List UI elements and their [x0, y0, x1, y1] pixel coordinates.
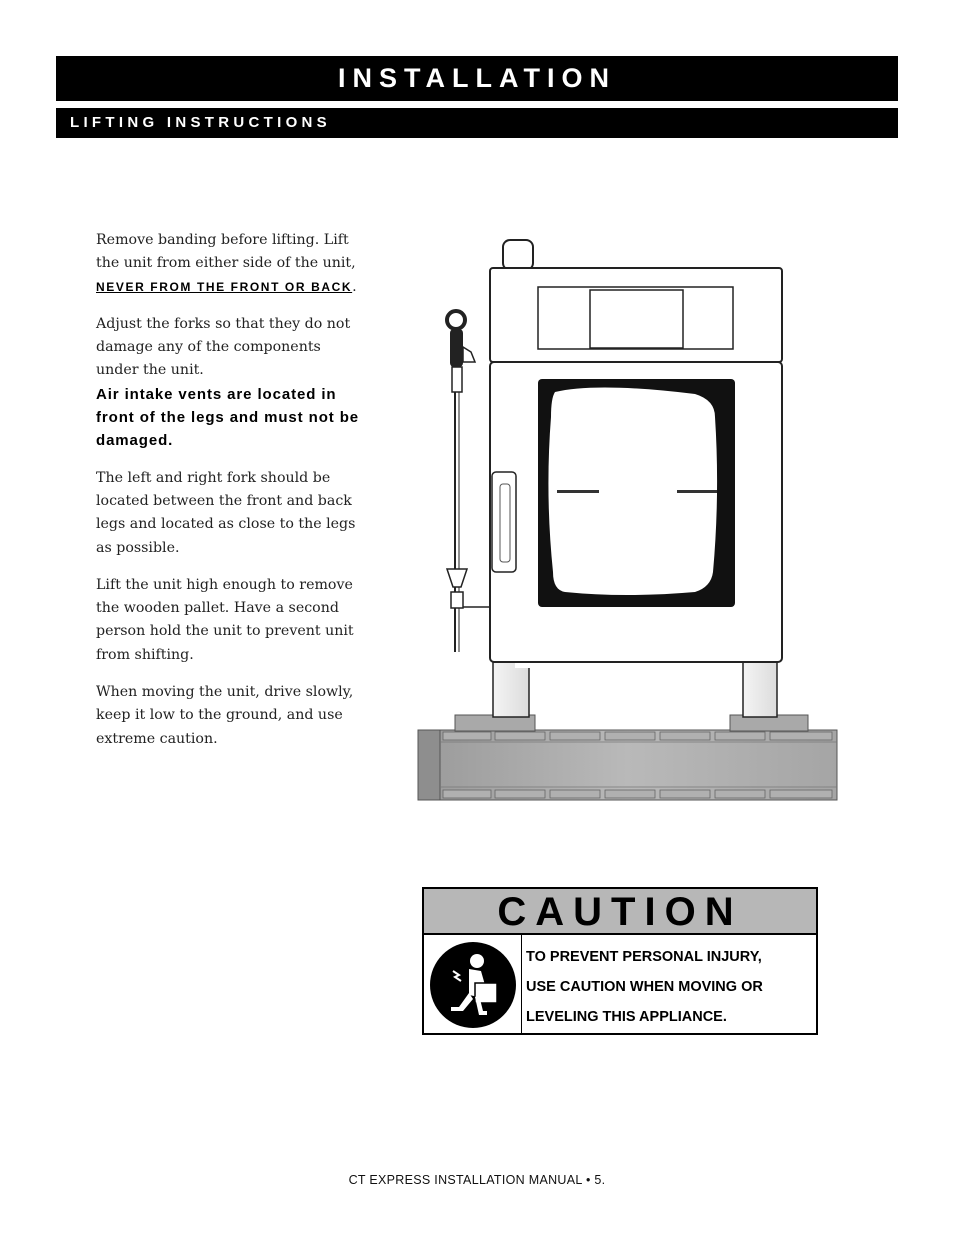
- caution-title: CAUTION: [424, 889, 816, 935]
- caution-line-3: LEVELING THIS APPLIANCE.: [526, 1009, 727, 1025]
- person-lifting-box-icon: [429, 941, 517, 1029]
- paragraph-fork-position: The left and right fork should be located between the front and back legs and located as close to the legs as possible.: [96, 469, 356, 556]
- page-footer: CT EXPRESS INSTALLATION MANUAL • 5.: [348, 1173, 606, 1187]
- caution-message: [522, 935, 816, 1035]
- paragraph-moving: When moving the unit, drive slowly, keep it low to the ground, and use extreme caution.: [96, 684, 354, 747]
- section-header: INSTALLATION: [56, 56, 898, 101]
- oven-legs: [493, 662, 777, 717]
- subsection-header: LIFTING INSTRUCTIONS: [56, 108, 898, 138]
- caution-line-1: TO PREVENT PERSONAL INJURY,: [526, 949, 762, 965]
- lifting-instructions-text: [96, 229, 364, 765]
- pallet: [418, 715, 837, 800]
- never-front-back-warning: NEVER FROM THE FRONT OR BACK: [96, 279, 353, 294]
- paragraph-lift-height: Lift the unit high enough to remove the wooden pallet. Have a second person hold the unit to prevent unit from shifting.: [96, 576, 354, 663]
- caution-icon-cell: [424, 935, 522, 1035]
- oven-on-pallet-illustration: [415, 232, 840, 804]
- paragraph-banding: Remove banding before lifting. Lift the unit from either side of the unit, NEVER FROM THE FRONT OR BACK.: [96, 232, 357, 295]
- hose-reel: [447, 311, 490, 652]
- caution-box: [422, 887, 818, 1035]
- caution-line-2: USE CAUTION WHEN MOVING OR: [526, 979, 763, 995]
- air-intake-warning: Air intake vents are located in front of the legs and must not be damaged.: [96, 385, 360, 450]
- oven-body: [490, 240, 782, 662]
- caution-body: [424, 935, 816, 1035]
- paragraph-forks: Adjust the forks so that they do not damage any of the components under the unit. Air intake vents are located in front of the legs and must not be damaged.: [96, 313, 364, 453]
